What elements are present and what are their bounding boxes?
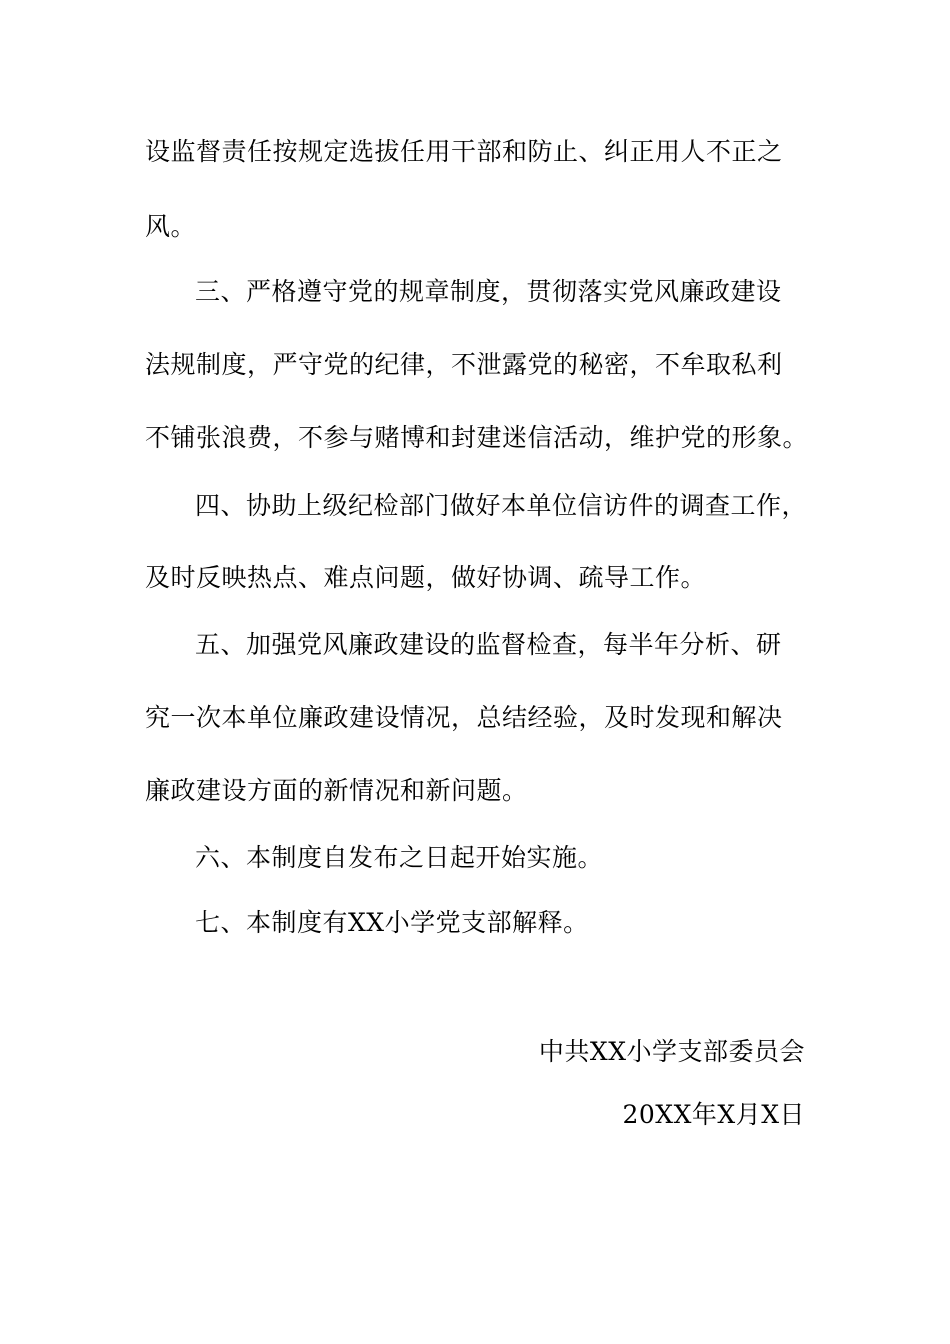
clause-5-line-1: 五、加强党风廉政建设的监督检查，每半年分析、研 (195, 630, 782, 659)
clause-3-line-1: 三、严格遵守党的规章制度，贯彻落实党风廉政建设 (195, 277, 782, 306)
clause-3-line-2: 法规制度，严守党的纪律，不泄露党的秘密，不牟取私利 (145, 350, 783, 379)
clause-5-line-3: 廉政建设方面的新情况和新问题。 (145, 776, 528, 805)
clause-3-line-3: 不铺张浪费，不参与赌博和封建迷信活动，维护党的形象。 (145, 423, 809, 452)
clause-7: 七、本制度有XX小学党支部解释。 (195, 908, 589, 937)
clause-6: 六、本制度自发布之日起开始实施。 (195, 843, 604, 872)
clause-5-line-2: 究一次本单位廉政建设情况，总结经验，及时发现和解决 (145, 703, 783, 732)
clause-4-line-2: 及时反映热点、难点问题，做好协调、疏导工作。 (145, 563, 707, 592)
signature-date: 20XX年X月X日 (622, 1100, 805, 1129)
text-line-1: 设监督责任按规定选拔任用干部和防止、纠正用人不正之 (145, 137, 783, 166)
text-line-2: 风。 (145, 212, 197, 241)
signature-organization: 中共XX小学支部委员会 (538, 1037, 805, 1066)
clause-4-line-1: 四、协助上级纪检部门做好本单位信访件的调查工作， (195, 491, 808, 520)
